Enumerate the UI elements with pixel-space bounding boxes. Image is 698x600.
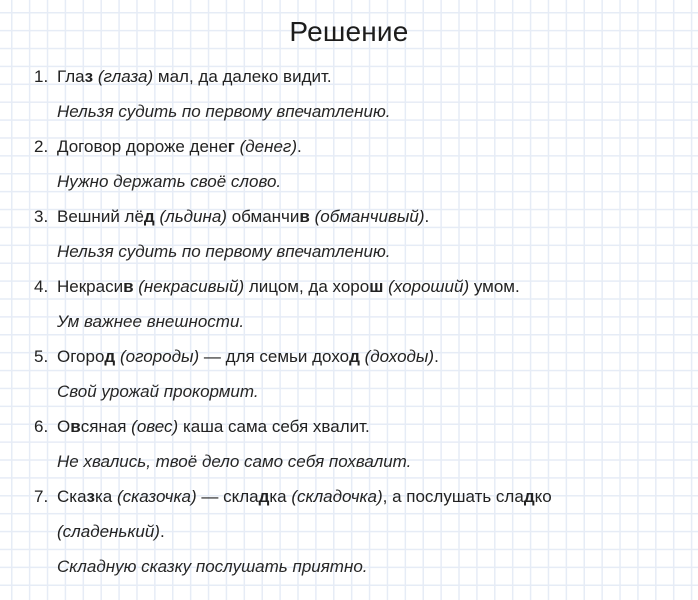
list-item-3	[0, 203, 698, 238]
text-segment: Некраси	[57, 277, 124, 296]
item-number: 7.	[34, 487, 49, 506]
highlighted-letter: д	[258, 487, 270, 506]
text-segment: Гла	[57, 67, 85, 86]
proverb-text	[57, 413, 370, 441]
proverb-text-continuation	[57, 518, 165, 546]
solution-list	[0, 63, 698, 588]
text-segment: Вешний лё	[57, 207, 144, 226]
highlighted-letter: д	[349, 347, 360, 366]
text-segment: лицом, да хоро	[244, 277, 370, 296]
proverb-text	[57, 133, 302, 161]
text-segment: — для семьи дохо	[199, 347, 350, 366]
text-segment: Договор дороже дене	[57, 137, 228, 156]
check-word: (некрасивый)	[138, 277, 245, 296]
text-segment: сяная	[80, 417, 132, 436]
proverb-text	[57, 63, 332, 91]
text-segment: О	[57, 417, 71, 436]
proverb-meaning: Свой урожай прокормит.	[57, 382, 259, 401]
text-segment: мал, да далеко видит.	[153, 67, 332, 86]
proverb-meaning: Не хвались, твоё дело само себя похвалит.	[57, 452, 412, 471]
meaning-line-2	[0, 168, 698, 203]
list-item-2	[0, 133, 698, 168]
highlighted-letter: д	[523, 487, 535, 506]
text-segment: ко	[534, 487, 552, 506]
item-number: 1.	[34, 67, 49, 86]
text-segment: , а послушать сла	[382, 487, 524, 506]
proverb-meaning: Нужно держать своё слово.	[57, 172, 282, 191]
meaning-line-1	[0, 98, 698, 133]
item-number: 5.	[34, 347, 49, 366]
text-segment: обманчи	[226, 207, 300, 226]
check-word: (сладенький)	[57, 522, 160, 541]
list-item-7	[0, 483, 698, 518]
check-word: (льдина)	[159, 207, 227, 226]
highlighted-letter: в	[123, 277, 134, 296]
proverb-meaning: Нельзя судить по первому впечатлению.	[57, 242, 391, 261]
meaning-line-7	[0, 553, 698, 588]
item-number: 4.	[34, 277, 49, 296]
item-number: 3.	[34, 207, 49, 226]
highlighted-letter: з	[84, 67, 94, 86]
text-segment: .	[424, 207, 430, 226]
highlighted-letter: в	[70, 417, 81, 436]
text-segment: .	[434, 347, 439, 366]
meaning-line-5	[0, 378, 698, 413]
text-segment: ка	[95, 487, 117, 506]
proverb-meaning: Складную сказку послушать приятно.	[57, 557, 368, 576]
text-segment: Огоро	[57, 347, 105, 366]
text-segment: Ска	[57, 487, 87, 506]
text-segment: каша сама себя хвалит.	[178, 417, 370, 436]
highlighted-letter: д	[143, 207, 155, 226]
check-word: (обманчивый)	[314, 207, 425, 226]
list-item-5	[0, 343, 698, 378]
check-word: (хороший)	[388, 277, 470, 296]
text-segment: — скла	[196, 487, 259, 506]
highlighted-letter: з	[86, 487, 95, 506]
list-item-7-continuation	[0, 518, 698, 553]
highlighted-letter: в	[299, 207, 310, 226]
text-segment: ка	[269, 487, 292, 506]
highlighted-letter: д	[104, 347, 116, 366]
check-word: (доходы)	[364, 347, 435, 366]
check-word: (огороды)	[119, 347, 200, 366]
proverb-text	[57, 273, 520, 301]
page-title: Решение	[289, 16, 409, 47]
proverb-text	[57, 483, 552, 511]
check-word: (глаза)	[97, 67, 154, 86]
proverb-meaning: Нельзя судить по первому впечатлению.	[57, 102, 391, 121]
text-segment: .	[296, 137, 302, 156]
check-word: (складочка)	[291, 487, 383, 506]
meaning-line-4	[0, 308, 698, 343]
meaning-line-6	[0, 448, 698, 483]
proverb-text	[57, 203, 429, 231]
proverb-meaning: Ум важнее внешности.	[57, 312, 245, 331]
list-item-6	[0, 413, 698, 448]
list-item-1	[0, 63, 698, 98]
text-segment: .	[159, 522, 165, 541]
check-word: (сказочка)	[117, 487, 197, 506]
list-item-4	[0, 273, 698, 308]
text-segment: умом.	[469, 277, 520, 296]
highlighted-letter: г	[227, 137, 235, 156]
check-word: (овес)	[131, 417, 179, 436]
item-number: 6.	[34, 417, 49, 436]
proverb-text	[57, 343, 439, 371]
meaning-line-3	[0, 238, 698, 273]
highlighted-letter: ш	[369, 277, 384, 296]
item-number: 2.	[34, 137, 49, 156]
check-word: (денег)	[239, 137, 297, 156]
